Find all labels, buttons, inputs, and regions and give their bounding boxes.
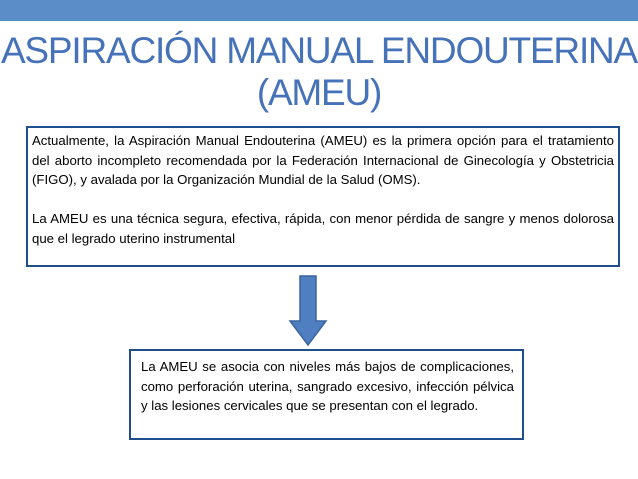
conclusion-box (129, 349, 524, 440)
top-accent-bar (0, 0, 638, 21)
info-paragraph-2: La AMEU es una técnica segura, efectiva, rápida, con menor pérdida de sangre y menos dolorosa que el legrado uterino instrumental (32, 211, 614, 246)
info-paragraph-1: Actualmente, la Aspiración Manual Endouterina (AMEU) es la primera opción para el tratamiento del aborto incompleto recomendada por la Federación Internacional de Ginecología y Obstetricia (FIGO), y avalada por la Organización Mundial de la Salud (OMS). (32, 133, 614, 188)
down-arrow-icon (288, 275, 328, 347)
title-line-1: ASPIRACIÓN MANUAL ENDOUTERINA (0, 30, 638, 71)
info-box (26, 126, 620, 267)
conclusion-text: La AMEU se asocia con niveles más bajos de complicaciones, como perforación uterina, sangrado excesivo, infección pélvica y las lesiones cervicales que se presentan con el legrado. (141, 359, 514, 414)
slide-title (0, 30, 638, 114)
title-line-2: (AMEU) (256, 72, 382, 113)
